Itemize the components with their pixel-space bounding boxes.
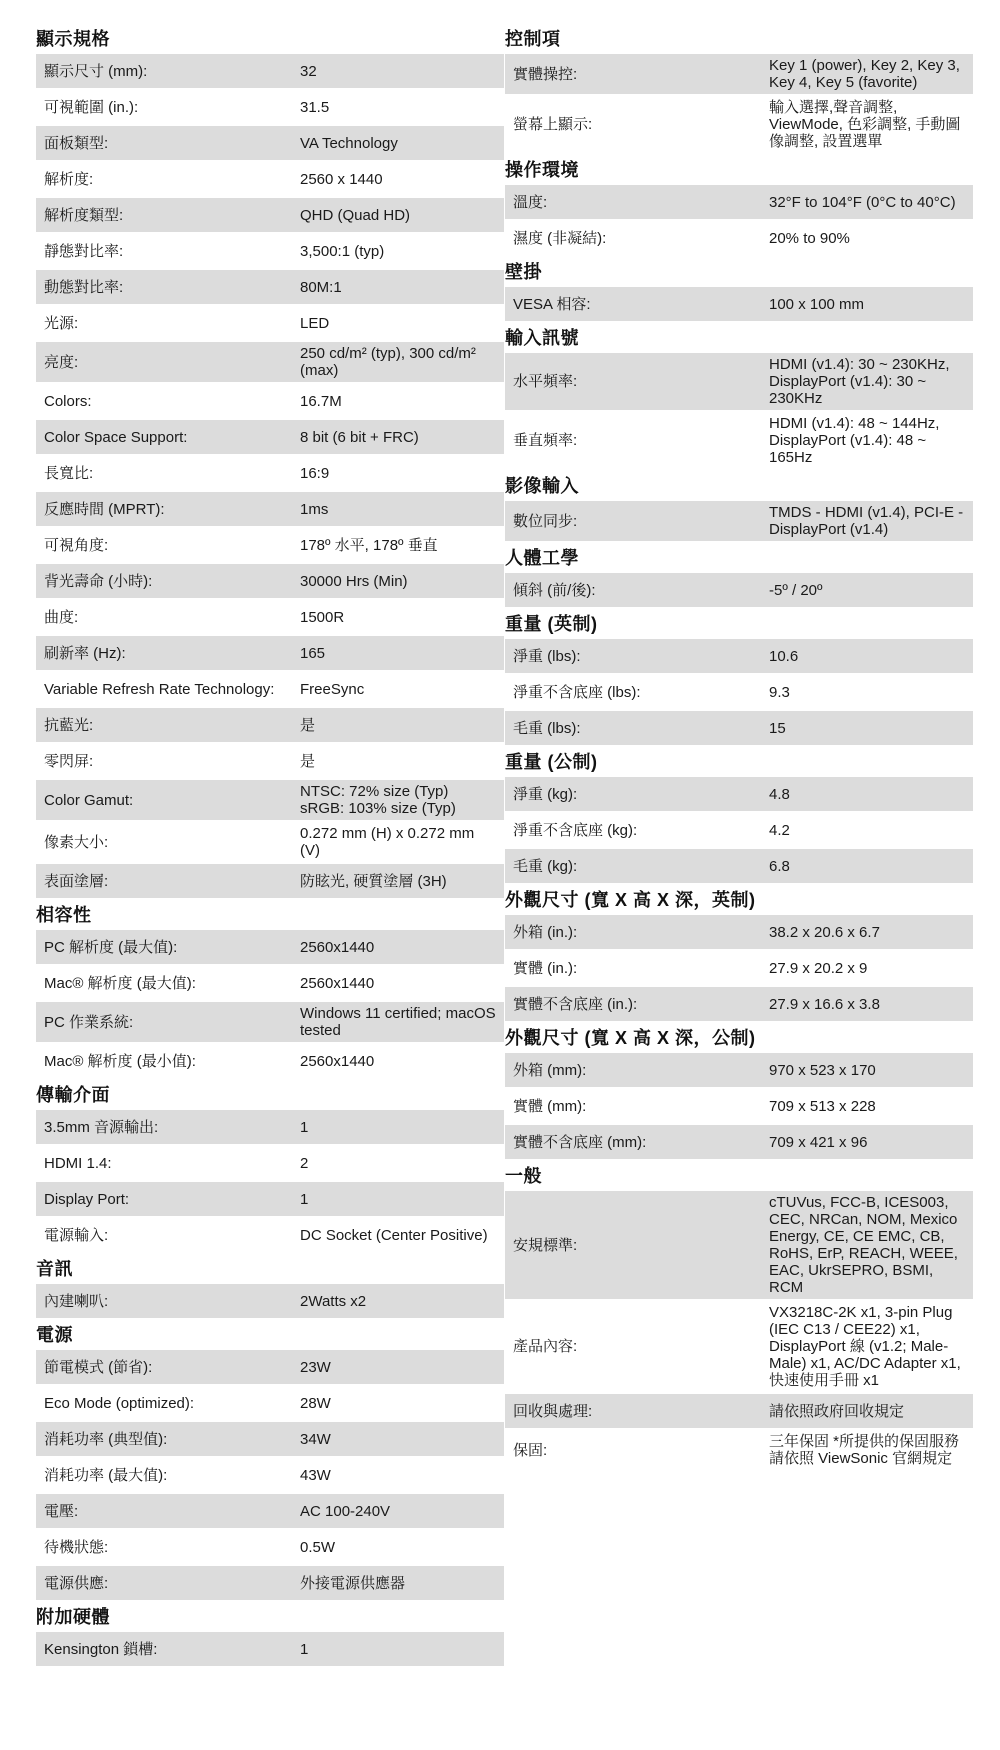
spec-value: 32: [300, 62, 317, 80]
spec-label: Eco Mode (optimized):: [44, 1394, 195, 1412]
right-spec-section: [505, 155, 973, 255]
section-heading: 相容性: [36, 905, 92, 925]
section-heading: 外觀尺寸 (寬 X 高 X 深，公制): [505, 1028, 756, 1048]
spec-label: Kensington 鎖槽:: [44, 1640, 158, 1658]
spec-row: [36, 198, 504, 232]
section-heading: 操作環境: [505, 160, 579, 180]
spec-row: [36, 1530, 504, 1564]
spec-label: 濕度 (非凝結):: [513, 229, 607, 247]
spec-row: [36, 1284, 504, 1318]
spec-row: [505, 96, 973, 153]
spec-row: [36, 162, 504, 196]
spec-value: LED: [300, 314, 330, 332]
spec-value: 2560x1440: [300, 974, 375, 992]
spec-row: [505, 573, 973, 607]
spec-value: 6.8: [769, 857, 790, 875]
spec-row: [505, 951, 973, 985]
spec-row: [36, 1422, 504, 1456]
spec-value: 178º 水平, 178º 垂直: [300, 536, 438, 554]
spec-label: 零閃屏:: [44, 752, 94, 770]
spec-row: [36, 1632, 504, 1666]
spec-value: cTUVus, FCC-B, ICES003, CEC, NRCan, NOM, Mexico Energy, CE, CE EMC, CB, RoHS, ErP, REACH, WEEE, EAC, UkrSEPRO, BSMI, RCM: [769, 1194, 958, 1296]
right-spec-section: [505, 323, 973, 469]
spec-value: 2Watts x2: [300, 1292, 367, 1310]
spec-row: [36, 966, 504, 1000]
spec-label: 淨重不含底座 (kg):: [513, 821, 638, 839]
spec-value: 外接電源供應器: [300, 1574, 406, 1592]
spec-label: 電壓:: [44, 1502, 79, 1520]
spec-label: 垂直頻率:: [513, 432, 578, 449]
spec-row: [36, 342, 504, 382]
spec-row: [505, 849, 973, 883]
spec-row: [505, 711, 973, 745]
spec-value: 16.7M: [300, 392, 342, 410]
spec-value: FreeSync: [300, 680, 365, 698]
spec-label: 長寬比:: [44, 464, 94, 482]
spec-value: 9.3: [769, 683, 790, 701]
section-heading: 影像輸入: [505, 476, 579, 496]
left-spec-section: [36, 1080, 504, 1252]
spec-value: 31.5: [300, 98, 330, 116]
spec-value: 38.2 x 20.6 x 6.7: [769, 923, 880, 941]
spec-label: Variable Refresh Rate Technology:: [44, 680, 275, 698]
spec-value: 709 x 421 x 96: [769, 1133, 868, 1151]
spec-label: 曲度:: [44, 608, 79, 626]
spec-row: [505, 1191, 973, 1299]
spec-value: 請依照政府回收規定: [769, 1402, 905, 1420]
spec-label: 實體 (in.):: [513, 959, 578, 977]
spec-row: [505, 987, 973, 1021]
spec-value: 1: [300, 1640, 309, 1658]
spec-label: 待機狀態:: [44, 1538, 109, 1556]
spec-label: 消耗功率 (最大值):: [44, 1466, 168, 1484]
left-spec-section: [36, 1320, 504, 1600]
spec-value: 10.6: [769, 647, 799, 665]
spec-value: 970 x 523 x 170: [769, 1061, 876, 1079]
spec-label: HDMI 1.4:: [44, 1154, 112, 1172]
right-spec-section: [505, 1161, 973, 1470]
spec-label: 亮度:: [44, 353, 79, 371]
section-heading: 電源: [36, 1325, 73, 1345]
spec-value: 4.8: [769, 785, 790, 803]
spec-row: [36, 744, 504, 778]
spec-label: 節電模式 (節省):: [44, 1358, 153, 1376]
spec-row: [505, 1053, 973, 1087]
spec-value: TMDS - HDMI (v1.4), PCI-E - DisplayPort (v1.4): [769, 504, 964, 538]
right-spec-section: [505, 24, 973, 153]
spec-row: [36, 1002, 504, 1042]
spec-row: [36, 456, 504, 490]
spec-label: 刷新率 (Hz):: [44, 644, 126, 662]
spec-value: 是: [300, 716, 316, 734]
spec-value: 1: [300, 1190, 309, 1208]
spec-value: Key 1 (power), Key 2, Key 3, Key 4, Key 5 (favorite): [769, 57, 960, 91]
spec-label: 毛重 (kg):: [513, 857, 578, 875]
spec-value: QHD (Quad HD): [300, 206, 411, 224]
spec-row: [505, 1430, 973, 1470]
spec-label: 抗藍光:: [44, 716, 94, 734]
spec-row: [505, 185, 973, 219]
section-heading: 重量 (英制): [505, 614, 598, 634]
spec-row: [36, 492, 504, 526]
spec-value: Windows 11 certified; macOS tested: [300, 1005, 496, 1039]
spec-label: 顯示尺寸 (mm):: [44, 62, 148, 80]
spec-row: [505, 287, 973, 321]
spec-label: 外箱 (in.):: [513, 923, 578, 941]
spec-row: [36, 1182, 504, 1216]
spec-column-right: [505, 24, 973, 1472]
spec-row: [36, 930, 504, 964]
spec-row: [505, 639, 973, 673]
spec-value: 250 cd/m² (typ), 300 cd/m² (max): [300, 345, 476, 379]
spec-value: 2560 x 1440: [300, 170, 383, 188]
section-heading: 人體工學: [505, 548, 579, 568]
spec-row: [36, 270, 504, 304]
spec-row: [505, 675, 973, 709]
spec-row: [36, 636, 504, 670]
right-spec-section: [505, 609, 973, 745]
spec-value: 80M:1: [300, 278, 342, 296]
spec-row: [36, 1110, 504, 1144]
spec-value: 20% to 90%: [769, 229, 850, 247]
spec-label: 螢幕上顯示:: [513, 116, 593, 133]
spec-value: 三年保固 *所提供的保固服務請依照 ViewSonic 官網規定: [769, 1433, 960, 1467]
spec-value: 4.2: [769, 821, 790, 839]
spec-value: 709 x 513 x 228: [769, 1097, 876, 1115]
spec-label: 電源供應:: [44, 1574, 109, 1592]
spec-row: [36, 384, 504, 418]
spec-label: 水平頻率:: [513, 373, 578, 390]
section-heading: 傳輸介面: [36, 1085, 110, 1105]
spec-value: 34W: [300, 1430, 331, 1448]
spec-value: 43W: [300, 1466, 331, 1484]
spec-row: [36, 672, 504, 706]
spec-value: -5º / 20º: [769, 581, 823, 599]
spec-value: 1500R: [300, 608, 345, 626]
spec-value: 防眩光, 硬質塗層 (3H): [300, 872, 447, 890]
spec-row: [505, 412, 973, 469]
spec-label: 實體 (mm):: [513, 1097, 587, 1115]
spec-label: 反應時間 (MPRT):: [44, 500, 165, 518]
spec-row: [36, 600, 504, 634]
spec-row: [36, 780, 504, 820]
spec-value: VA Technology: [300, 134, 398, 152]
spec-row: [36, 564, 504, 598]
spec-row: [505, 221, 973, 255]
spec-value: AC 100-240V: [300, 1502, 391, 1520]
spec-row: [36, 1494, 504, 1528]
spec-row: [505, 1301, 973, 1392]
spec-row: [36, 822, 504, 862]
spec-value: 8 bit (6 bit + FRC): [300, 428, 419, 446]
spec-value: HDMI (v1.4): 30 ~ 230KHz, DisplayPort (v1.4): 30 ~ 230KHz: [769, 356, 950, 407]
left-spec-section: [36, 24, 504, 898]
spec-row: [505, 1089, 973, 1123]
spec-label: 光源:: [44, 314, 79, 332]
spec-value: 30000 Hrs (Min): [300, 572, 408, 590]
section-heading: 控制項: [505, 29, 561, 49]
spec-value: DC Socket (Center Positive): [300, 1226, 488, 1244]
spec-value: NTSC: 72% size (Typ) sRGB: 103% size (Typ): [300, 783, 456, 817]
spec-label: 面板類型:: [44, 134, 109, 152]
section-heading: 輸入訊號: [505, 328, 579, 348]
spec-label: 3.5mm 音源輸出:: [44, 1118, 159, 1136]
left-spec-section: [36, 1602, 504, 1666]
spec-label: PC 解析度 (最大值):: [44, 938, 178, 956]
spec-value: 28W: [300, 1394, 331, 1412]
spec-label: Display Port:: [44, 1190, 130, 1208]
spec-label: 表面塗層:: [44, 872, 109, 890]
spec-value: 32°F to 104°F (0°C to 40°C): [769, 193, 956, 211]
spec-row: [36, 126, 504, 160]
section-heading: 壁掛: [505, 262, 542, 282]
spec-label: 消耗功率 (典型值):: [44, 1430, 168, 1448]
spec-label: 內建喇叭:: [44, 1292, 109, 1310]
section-heading: 顯示規格: [36, 29, 110, 49]
spec-value: 27.9 x 16.6 x 3.8: [769, 995, 880, 1013]
spec-label: PC 作業系統:: [44, 1013, 134, 1031]
spec-row: [36, 528, 504, 562]
right-spec-section: [505, 471, 973, 541]
section-heading: 外觀尺寸 (寬 X 高 X 深，英制): [505, 890, 756, 910]
spec-row: [505, 353, 973, 410]
section-heading: 重量 (公制): [505, 752, 598, 772]
spec-value: 3,500:1 (typ): [300, 242, 385, 260]
spec-row: [36, 420, 504, 454]
spec-label: Mac® 解析度 (最大值):: [44, 974, 196, 992]
spec-row: [505, 777, 973, 811]
spec-row: [36, 1458, 504, 1492]
spec-value: 2560x1440: [300, 938, 375, 956]
spec-row: [36, 1146, 504, 1180]
spec-label: 保固:: [513, 1441, 548, 1459]
spec-row: [36, 1386, 504, 1420]
spec-value: 165: [300, 644, 326, 662]
spec-label: 解析度類型:: [44, 206, 124, 224]
spec-value: 27.9 x 20.2 x 9: [769, 959, 868, 977]
spec-value: 2: [300, 1154, 309, 1172]
spec-value: VX3218C-2K x1, 3-pin Plug (IEC C13 / CEE22) x1, DisplayPort 線 (v1.2; Male-Male) x1, AC/DC Adapter x1, 快速使用手冊 x1: [769, 1304, 961, 1389]
spec-label: 傾斜 (前/後):: [513, 581, 596, 599]
spec-label: Colors:: [44, 392, 92, 410]
spec-label: 靜態對比率:: [44, 242, 124, 260]
spec-label: 實體不含底座 (mm):: [513, 1133, 647, 1151]
spec-value: 15: [769, 719, 786, 737]
spec-row: [505, 1394, 973, 1428]
spec-value: 100 x 100 mm: [769, 295, 865, 313]
spec-label: 可視範圍 (in.):: [44, 98, 139, 116]
spec-value: 16:9: [300, 464, 330, 482]
left-spec-section: [36, 900, 504, 1078]
spec-row: [36, 1218, 504, 1252]
spec-label: 淨重 (kg):: [513, 785, 578, 803]
spec-row: [505, 54, 973, 94]
spec-value: HDMI (v1.4): 48 ~ 144Hz, DisplayPort (v1.4): 48 ~ 165Hz: [769, 415, 940, 466]
spec-label: 電源輸入:: [44, 1226, 109, 1244]
spec-value: 是: [300, 752, 316, 770]
spec-column-left: [36, 24, 504, 1668]
spec-label: 像素大小:: [44, 833, 109, 851]
spec-value: 23W: [300, 1358, 331, 1376]
left-spec-section: [36, 1254, 504, 1318]
section-heading: 一般: [505, 1166, 542, 1186]
right-spec-section: [505, 885, 973, 1021]
spec-value: 1ms: [300, 500, 329, 518]
section-heading: 附加硬體: [36, 1607, 110, 1627]
spec-label: VESA 相容:: [513, 295, 591, 313]
spec-row: [36, 234, 504, 268]
right-spec-section: [505, 1023, 973, 1159]
right-spec-section: [505, 543, 973, 607]
right-spec-section: [505, 257, 973, 321]
spec-label: 實體不含底座 (in.):: [513, 995, 638, 1013]
right-spec-section: [505, 747, 973, 883]
spec-label: Color Space Support:: [44, 428, 188, 446]
spec-label: 實體操控:: [513, 65, 578, 83]
spec-row: [36, 90, 504, 124]
spec-row: [36, 1350, 504, 1384]
spec-row: [36, 54, 504, 88]
spec-row: [36, 864, 504, 898]
spec-label: 毛重 (lbs):: [513, 719, 581, 737]
spec-label: 淨重 (lbs):: [513, 647, 581, 665]
spec-label: 溫度:: [513, 193, 548, 211]
spec-label: 可視角度:: [44, 536, 109, 554]
spec-row: [36, 306, 504, 340]
spec-row: [36, 708, 504, 742]
spec-label: 數位同步:: [513, 512, 578, 530]
spec-label: Color Gamut:: [44, 791, 134, 809]
spec-label: 外箱 (mm):: [513, 1061, 587, 1079]
spec-label: 背光壽命 (小時):: [44, 572, 153, 590]
spec-value: 2560x1440: [300, 1052, 375, 1070]
spec-value: 輸入選擇,聲音調整, ViewMode, 色彩調整, 手動圖像調整, 設置選單: [769, 99, 961, 150]
spec-label: 安規標準:: [513, 1236, 578, 1254]
spec-row: [505, 915, 973, 949]
spec-row: [36, 1044, 504, 1078]
spec-label: 解析度:: [44, 170, 94, 188]
spec-row: [505, 813, 973, 847]
spec-value: 0.5W: [300, 1538, 336, 1556]
spec-label: Mac® 解析度 (最小值):: [44, 1052, 196, 1070]
spec-row: [36, 1566, 504, 1600]
spec-label: 回收與處理:: [513, 1402, 593, 1420]
spec-label: 動態對比率:: [44, 278, 124, 296]
spec-label: 淨重不含底座 (lbs):: [513, 683, 641, 701]
spec-value: 1: [300, 1118, 309, 1136]
spec-row: [505, 501, 973, 541]
section-heading: 音訊: [36, 1259, 73, 1279]
spec-value: 0.272 mm (H) x 0.272 mm (V): [300, 825, 475, 859]
spec-row: [505, 1125, 973, 1159]
spec-label: 產品內容:: [513, 1338, 578, 1355]
